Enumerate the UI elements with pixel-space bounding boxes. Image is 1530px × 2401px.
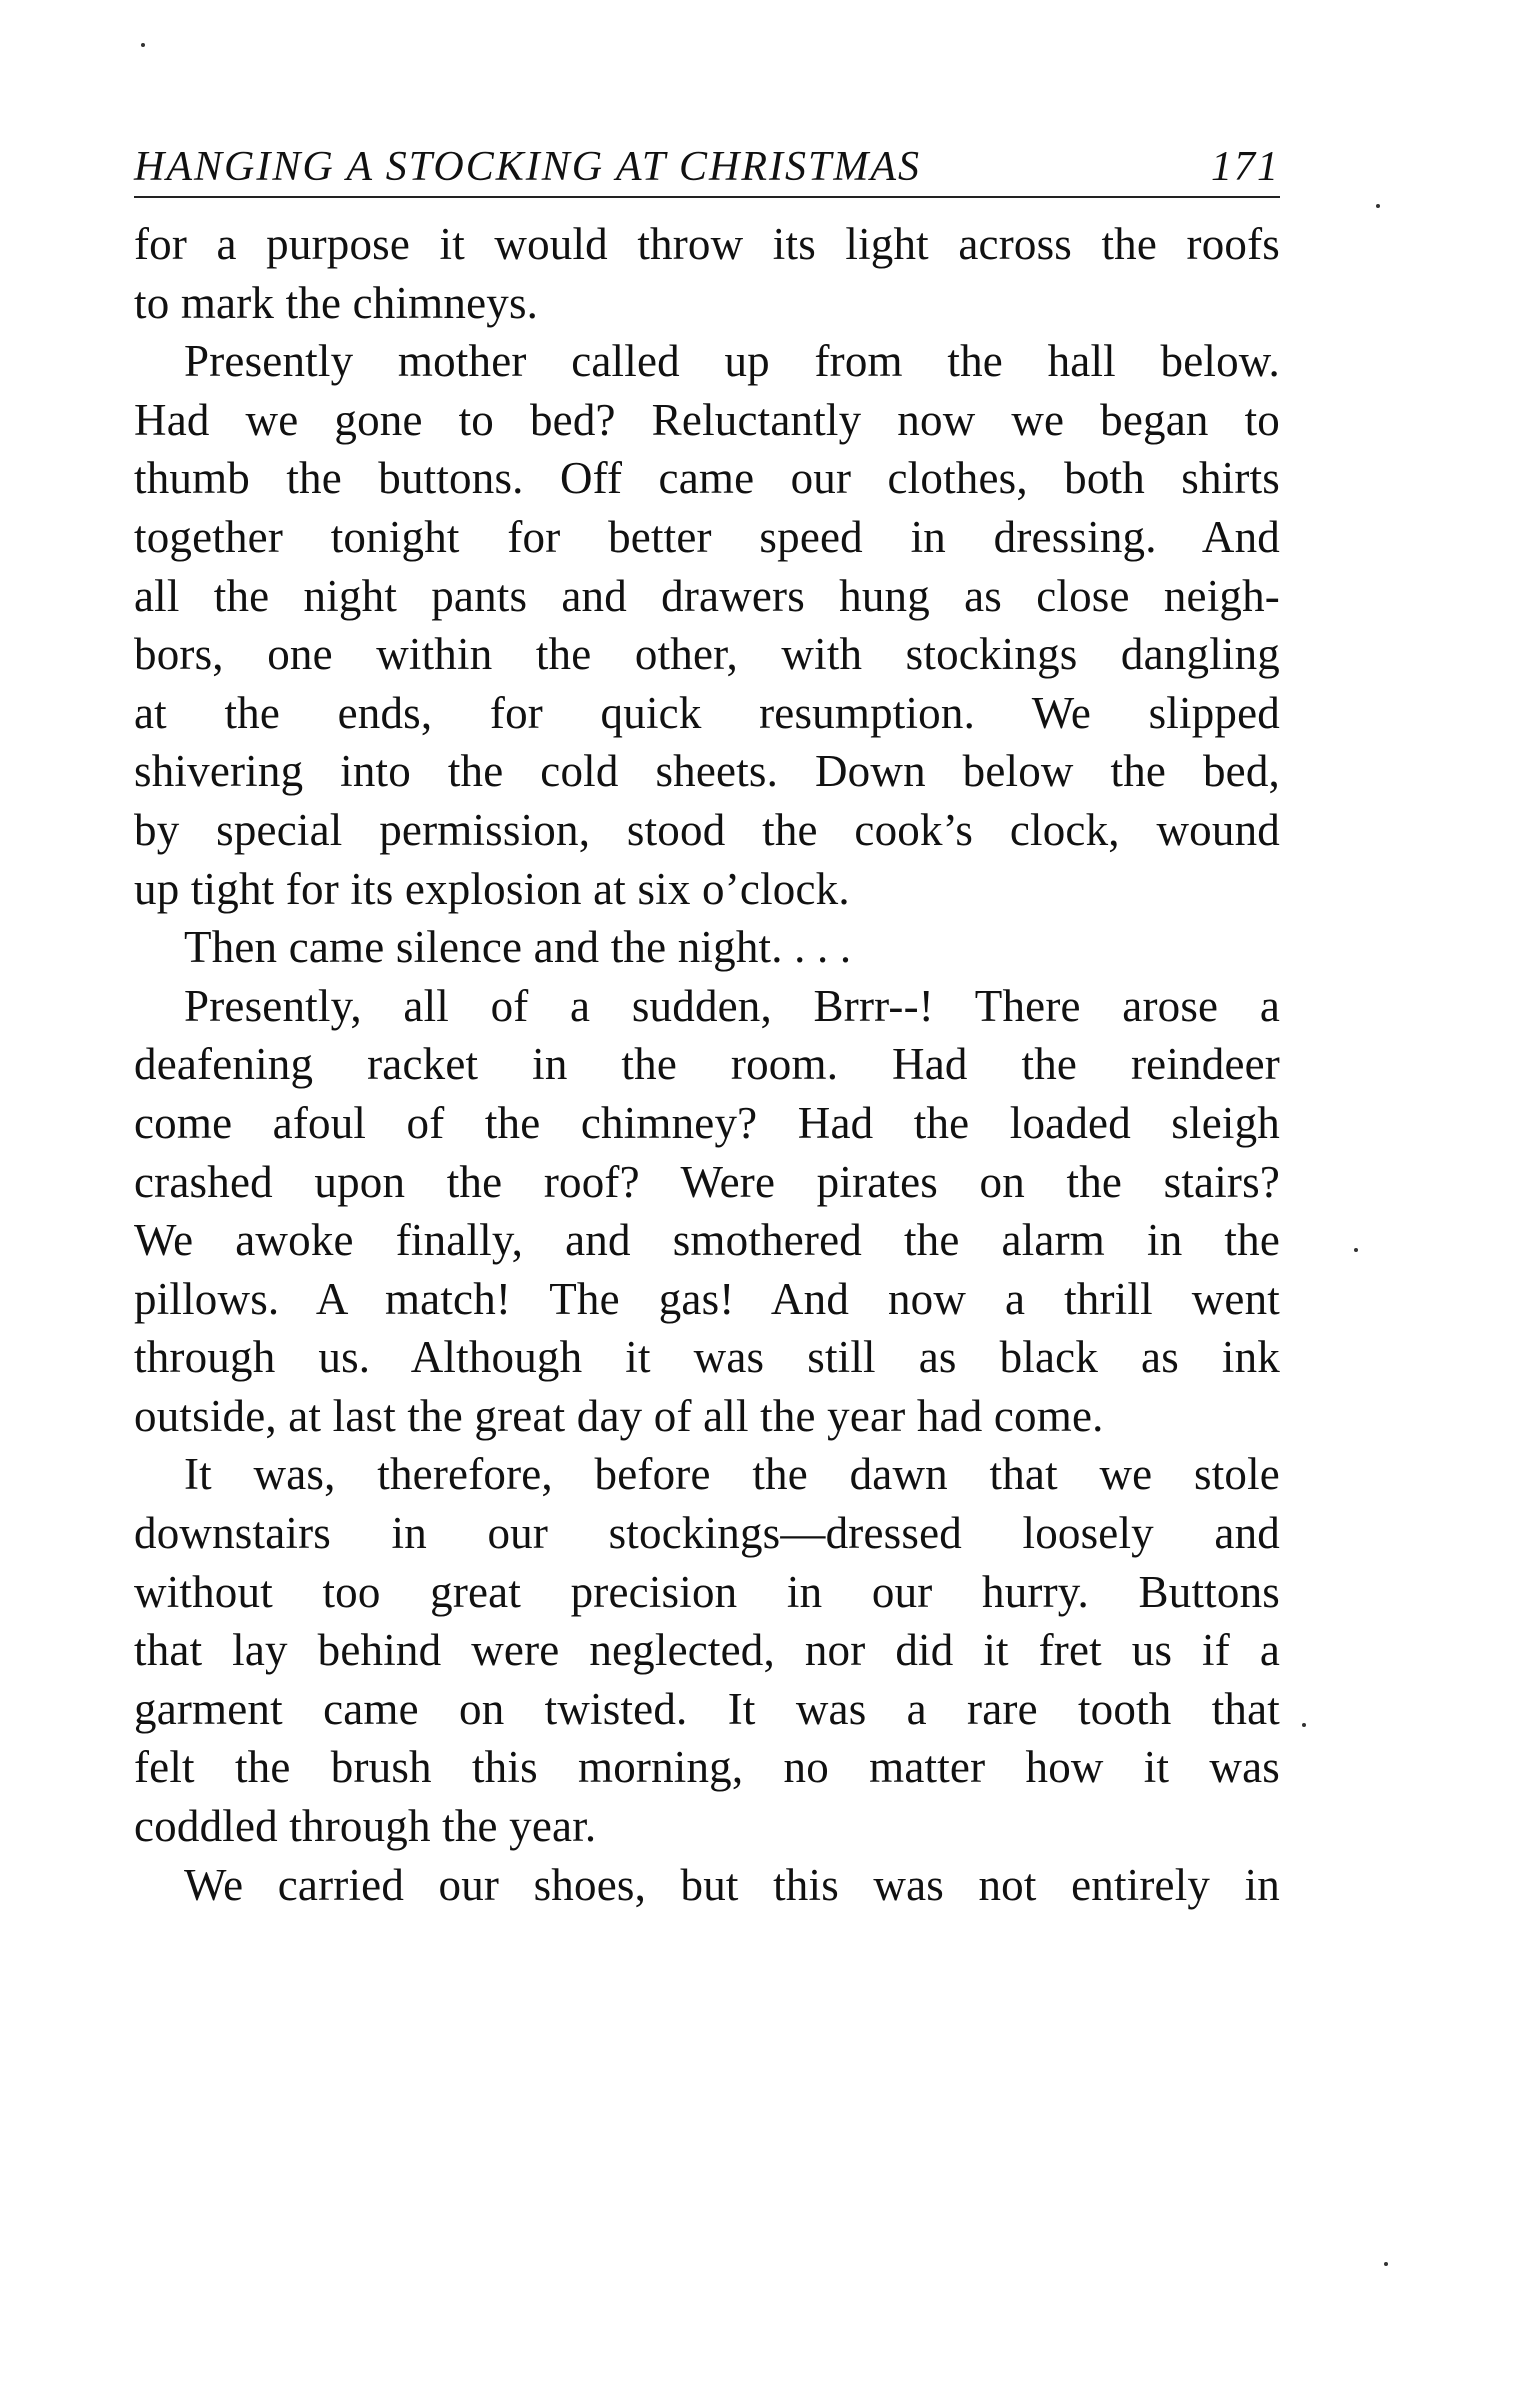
text-line: Presently, all of a sudden, Brrr--! There arose a [184, 980, 1280, 1031]
text-line: It was, therefore, before the dawn that we stole [184, 1449, 1280, 1500]
text-line: thumb the buttons. Off came our clothes, both shirts [134, 453, 1280, 504]
print-speck [141, 43, 145, 47]
text-line: Had we gone to bed? Reluctantly now we began to [134, 394, 1280, 445]
text-line: Then came silence and the night. . . . [184, 922, 852, 973]
text-line: bors, one within the other, with stockings dangling [134, 629, 1280, 680]
text-line: pillows. A match! The gas! And now a thrill went [134, 1273, 1280, 1324]
text-line: that lay behind were neglected, nor did it fret us if a [134, 1625, 1280, 1676]
print-speck [1354, 1248, 1358, 1252]
text-line: for a purpose it would throw its light across the roofs [134, 219, 1280, 269]
text-line: We carried our shoes, but this was not entirely in [184, 1859, 1280, 1910]
text-line: through us. Although it was still as black as ink [134, 1332, 1280, 1383]
text-line: downstairs in our stockings—dressed loosely and [134, 1508, 1280, 1559]
text-line: without too great precision in our hurry. Buttons [134, 1566, 1280, 1617]
print-speck [1302, 1723, 1306, 1727]
print-speck [1376, 204, 1380, 208]
page-number: 171 [1211, 144, 1280, 190]
text-line: We awoke finally, and smothered the alarm in the [134, 1215, 1280, 1266]
text-line: deafening racket in the room. Had the reindeer [134, 1039, 1280, 1090]
text-line: outside, at last the great day of all the year had come. [134, 1390, 1104, 1441]
text-line: shivering into the cold sheets. Down below the bed, [134, 746, 1280, 797]
text-line: all the night pants and drawers hung as close neigh- [134, 570, 1280, 621]
text-line: coddled through the year. [134, 1801, 597, 1852]
text-line: felt the brush this morning, no matter how it was [134, 1742, 1280, 1793]
text-line: together tonight for better speed in dressing. And [134, 511, 1280, 562]
text-line: up tight for its explosion at six o’clock. [134, 863, 850, 914]
text-line: at the ends, for quick resumption. We slipped [134, 687, 1280, 738]
running-header [134, 118, 1280, 198]
running-title: HANGING A STOCKING AT CHRISTMAS [134, 144, 922, 190]
text-line: by special permission, stood the cook’s clock, wound [134, 804, 1280, 855]
text-line: come afoul of the chimney? Had the loaded sleigh [134, 1097, 1280, 1148]
print-speck [1384, 2262, 1388, 2266]
text-line: crashed upon the roof? Were pirates on the stairs? [134, 1156, 1280, 1207]
text-line: Presently mother called up from the hall below. [184, 336, 1280, 387]
text-line: garment came on twisted. It was a rare tooth that [134, 1683, 1280, 1734]
text-line: to mark the chimneys. [134, 277, 539, 328]
body-text [134, 215, 1280, 1914]
